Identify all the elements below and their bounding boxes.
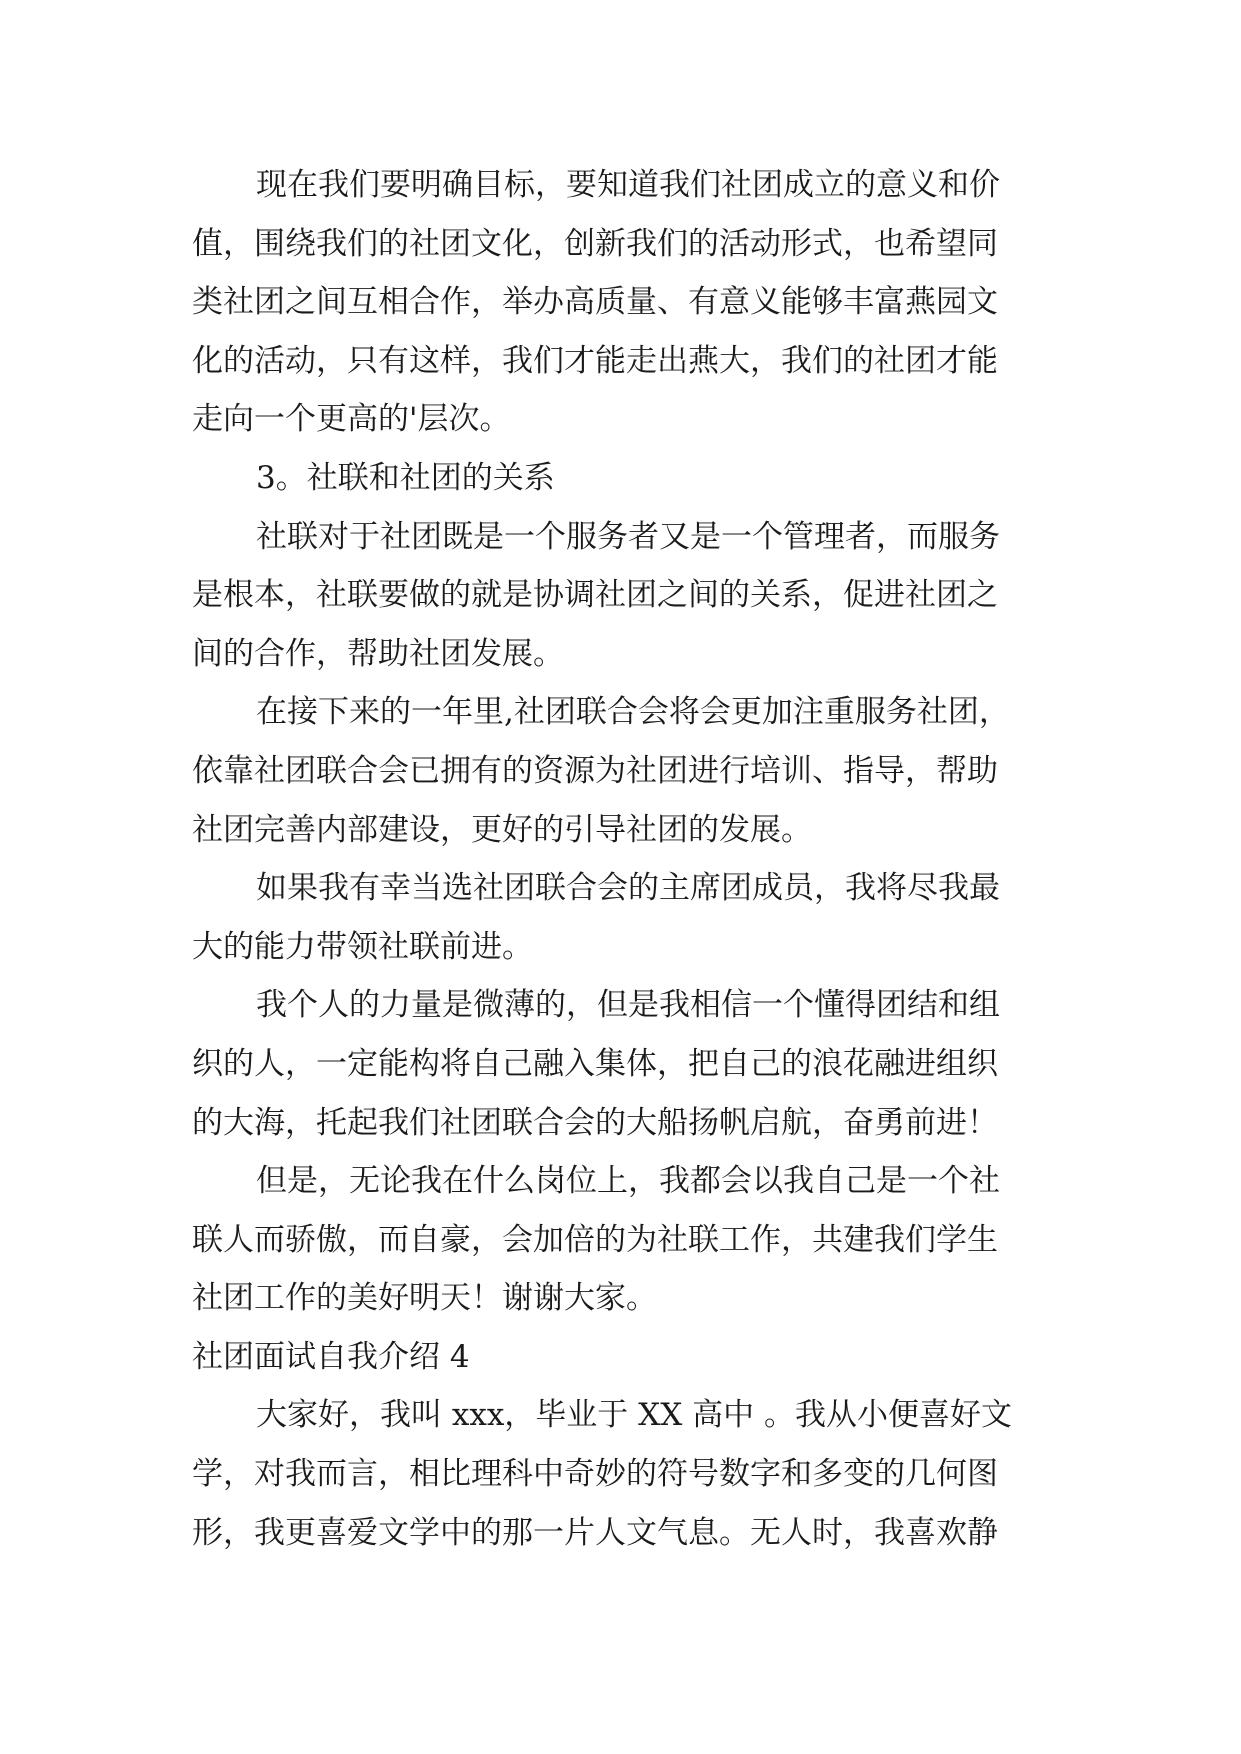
paragraph-line: 形，我更喜爱文学中的那一片人文气息。无人时，我喜欢静 [192, 1514, 998, 1551]
paragraph-line: 在接下来的一年里,社团联合会将会更加注重服务社团， [256, 694, 1010, 731]
paragraph-line: 间的合作，帮助社团发展。 [192, 635, 564, 672]
paragraph-line: 社团工作的美好明天！谢谢大家。 [192, 1280, 657, 1317]
paragraph-line: 化的活动，只有这样，我们才能走出燕大，我们的社团才能 [192, 342, 998, 379]
paragraph-line: 织的人，一定能构将自己融入集体，把自己的浪花融进组织 [192, 1045, 998, 1082]
paragraph-line: 大家好，我叫 xxx，毕业于 XX 高中 。我从小便喜好文 [256, 1397, 1013, 1434]
paragraph-line: 走向一个更高的'层次。 [192, 401, 511, 438]
document-body [192, 156, 1052, 1562]
paragraph-line: 社团完善内部建设，更好的引导社团的发展。 [192, 811, 812, 848]
paragraph-line: 现在我们要明确目标，要知道我们社团成立的意义和价 [256, 167, 1000, 203]
paragraph-line: 如果我有幸当选社团联合会的主席团成员，我将尽我最 [256, 870, 1000, 907]
paragraph-line: 社联对于社团既是一个服务者又是一个管理者，而服务 [256, 518, 1000, 555]
paragraph-line: 我个人的力量是微薄的，但是我相信一个懂得团结和组 [256, 987, 1000, 1024]
paragraph-line: 类社团之间互相合作，举办高质量、有意义能够丰富燕园文 [192, 284, 998, 321]
paragraph-line: 值，围绕我们的社团文化，创新我们的活动形式，也希望同 [192, 225, 998, 262]
paragraph-line: 联人而骄傲，而自豪，会加倍的为社联工作，共建我们学生 [192, 1221, 998, 1258]
paragraph-line: 依靠社团联合会已拥有的资源为社团进行培训、指导，帮助 [192, 752, 998, 789]
paragraph-line: 学，对我而言，相比理科中奇妙的符号数字和多变的几何图 [192, 1456, 998, 1493]
section-title: 社团面试自我介绍 4 [192, 1338, 470, 1375]
paragraph-line: 的大海，托起我们社团联合会的大船扬帆启航，奋勇前进！ [192, 1104, 998, 1141]
paragraph-line: 大的能力带领社联前进。 [192, 928, 533, 965]
paragraph-line: 是根本，社联要做的就是协调社团之间的关系，促进社团之 [192, 577, 998, 614]
paragraph-line: 但是，无论我在什么岗位上，我都会以我自己是一个社 [256, 1163, 1000, 1200]
section-heading: 3。社联和社团的关系 [256, 459, 555, 496]
